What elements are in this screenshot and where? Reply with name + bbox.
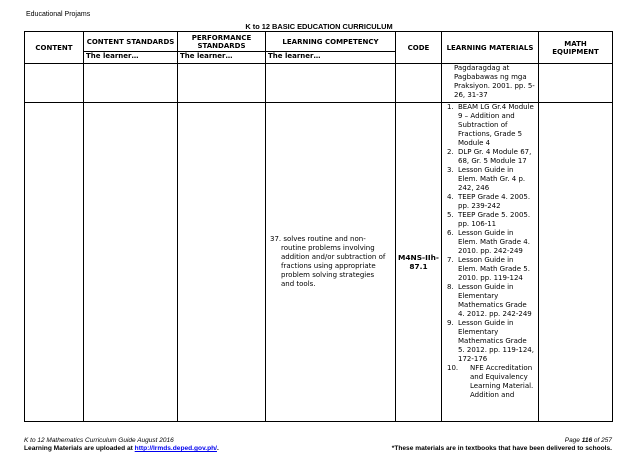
- list-item: 5. TEEP Grade 5. 2005. pp. 106-11: [447, 211, 531, 228]
- lrmds-link[interactable]: http://lrmds.deped.gov.ph/: [134, 445, 217, 452]
- header-learning-materials: LEARNING MATERIALS: [442, 32, 539, 64]
- list-item: 4. TEEP Grade 4. 2005. pp. 239-242: [447, 193, 531, 210]
- header-row: [25, 32, 613, 52]
- competency-cell: [266, 103, 396, 422]
- curriculum-table: [24, 31, 613, 422]
- competency-text: 37. solves routine and non-routine problems involving addition and/or subtraction of fractions using appropriate problem solving strategies and tools.: [270, 235, 386, 288]
- list-item: 1. BEAM LG Gr.4 Module 9 – Addition and Subtraction of Fractions, Grade 5 Module 4: [447, 103, 534, 147]
- header-math-equipment: MATH EQUIPMENT: [539, 32, 613, 64]
- list-item: 10. NFE Accreditation and Equivalency Learning Material. Addition and: [447, 364, 534, 399]
- materials-list: [444, 103, 536, 400]
- watermark-text: Educational Projams: [26, 11, 91, 18]
- materials-cell: [442, 103, 539, 422]
- header-code: CODE: [396, 32, 442, 64]
- competency-code: M4NS-IIh-87.1: [398, 253, 439, 271]
- learner-ps: The learner…: [178, 52, 266, 64]
- list-item: 6. Lesson Guide in Elem. Math Grade 4. 2010. pp. 242-249: [447, 229, 530, 255]
- list-item: 8. Lesson Guide in Elementary Mathematics Grade 4. 2012. pp. 242-249: [447, 283, 532, 318]
- list-item: 7. Lesson Guide in Elem. Math Grade 5. 2010. pp. 119-124: [447, 256, 530, 282]
- header-content-standards: CONTENT STANDARDS: [84, 32, 178, 52]
- header-content: CONTENT: [25, 32, 84, 64]
- list-item: 3. Lesson Guide in Elem. Math Gr. 4 p. 242, 246: [447, 166, 526, 192]
- materials-continued-cell: [442, 64, 539, 103]
- list-item: 9. Lesson Guide in Elementary Mathematics Grade 5. 2012. pp. 119-124, 172-176: [447, 319, 534, 363]
- learner-lc: The learner…: [266, 52, 396, 64]
- table-row: [25, 64, 613, 103]
- list-item: 2. DLP Gr. 4 Module 67, 68, Gr. 5 Module 17: [447, 148, 532, 165]
- materials-continued-text: Pagdaragdag at Pagbabawas ng mga Praksiyon. 2001. pp. 5-26, 31-37: [454, 64, 535, 99]
- page-number: Page 116 of 257: [564, 437, 612, 444]
- code-cell: [396, 103, 442, 422]
- table-row: [25, 103, 613, 422]
- document-title: K to 12 BASIC EDUCATION CURRICULUM: [245, 22, 393, 31]
- footer-upload-note: Learning Materials are uploaded at http://lrmds.deped.gov.ph/.: [24, 445, 219, 452]
- footer-textbook-note: *These materials are in textbooks that have been delivered to schools.: [391, 445, 612, 452]
- learner-cs: The learner…: [84, 52, 178, 64]
- header-performance-standards: PERFORMANCE STANDARDS: [178, 32, 266, 52]
- footer-guide-title: K to 12 Mathematics Curriculum Guide August 2016: [24, 437, 174, 444]
- header-learning-competency: LEARNING COMPETENCY: [266, 32, 396, 52]
